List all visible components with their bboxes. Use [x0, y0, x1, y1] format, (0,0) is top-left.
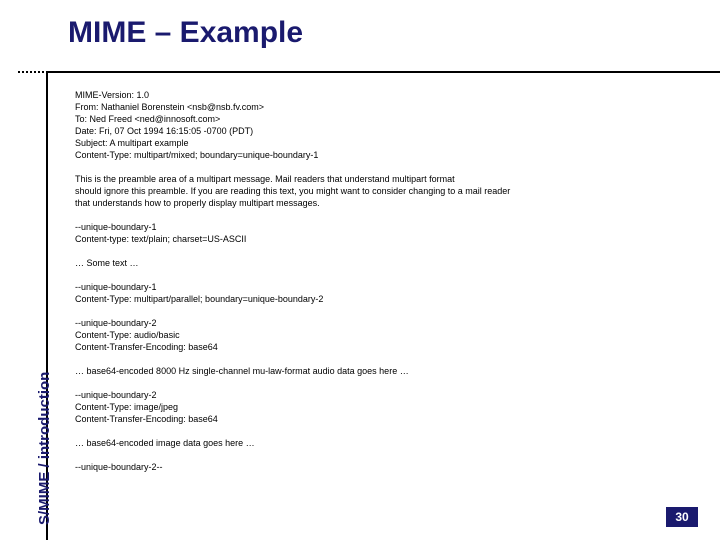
closing-boundary-line: --unique-boundary-2--: [75, 462, 163, 472]
header-line: Content-Type: multipart/mixed; boundary=unique-boundary-1: [75, 150, 319, 160]
header-line: MIME-Version: 1.0: [75, 90, 150, 100]
content-type-line: Content-type: text/plain; charset=US-ASCII: [75, 234, 247, 244]
boundary-line: --unique-boundary-2: [75, 318, 157, 328]
mime-message-body: [75, 89, 695, 485]
preamble-line: This is the preamble area of a multipart message. Mail readers that understand multipart format: [75, 174, 455, 184]
parallel-part-headers: [75, 281, 695, 305]
preamble-line: should ignore this preamble. If you are reading this text, you might want to consider changing to a mail reader: [75, 186, 511, 196]
boundary-line: --unique-boundary-1: [75, 222, 157, 232]
audio-part-headers: [75, 317, 695, 353]
content-type-line: Content-Type: audio/basic: [75, 330, 180, 340]
preamble-line: that understands how to properly display multipart messages.: [75, 198, 320, 208]
mime-headers: [75, 89, 695, 161]
title-rule: [46, 71, 720, 73]
text-part-body: [75, 257, 695, 269]
boundary-line: --unique-boundary-2: [75, 390, 157, 400]
encoding-line: Content-Transfer-Encoding: base64: [75, 342, 218, 352]
audio-part-body: [75, 365, 695, 377]
boundary-line: --unique-boundary-1: [75, 282, 157, 292]
section-side-label: S/MIME / introduction: [36, 371, 53, 525]
header-line: From: Nathaniel Borenstein <nsb@nsb.fv.com>: [75, 102, 265, 112]
closing-boundary: [75, 461, 695, 473]
title-rule-dotted: [18, 71, 44, 73]
image-part-headers: [75, 389, 695, 425]
content-type-line: Content-Type: image/jpeg: [75, 402, 179, 412]
some-text-line: … Some text …: [75, 258, 139, 268]
image-part-body: [75, 437, 695, 449]
audio-data-line: … base64-encoded 8000 Hz single-channel mu-law-format audio data goes here …: [75, 366, 409, 376]
text-part-headers: [75, 221, 695, 245]
encoding-line: Content-Transfer-Encoding: base64: [75, 414, 218, 424]
header-line: Subject: A multipart example: [75, 138, 189, 148]
preamble: [75, 173, 695, 209]
content-type-line: Content-Type: multipart/parallel; boundary=unique-boundary-2: [75, 294, 324, 304]
page-number-badge: 30: [666, 507, 698, 527]
slide-title: MIME – Example: [68, 16, 304, 49]
header-line: To: Ned Freed <ned@innosoft.com>: [75, 114, 221, 124]
image-data-line: … base64-encoded image data goes here …: [75, 438, 255, 448]
header-line: Date: Fri, 07 Oct 1994 16:15:05 -0700 (PDT): [75, 126, 254, 136]
